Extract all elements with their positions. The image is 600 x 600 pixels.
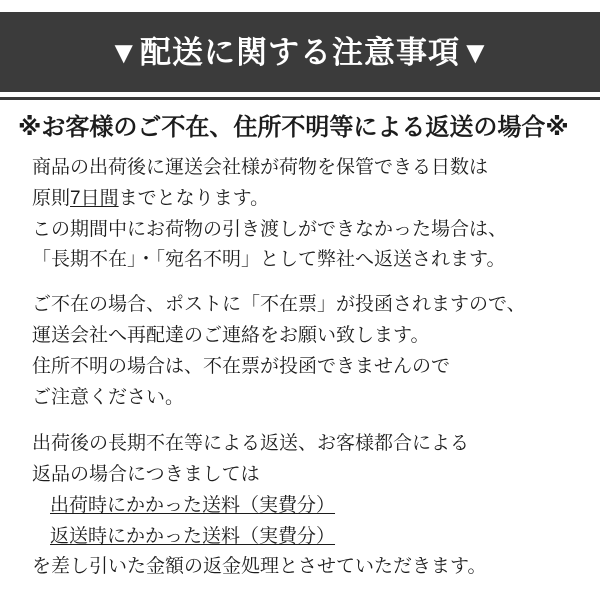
text-line: 住所不明の場合は、不在票が投函できませんので	[32, 355, 451, 377]
underlined-days: 7日間	[70, 187, 119, 209]
section-heading: ※お客様のご不在、住所不明等による返送の場合※	[18, 114, 569, 141]
notice-body	[0, 108, 600, 583]
text-line: 出荷後の長期不在等による返送、お客様都合による	[32, 433, 470, 455]
text-line-with-underline	[32, 184, 584, 215]
text-segment: までとなります。	[118, 187, 270, 209]
text-line: 商品の出荷後に運送会社様が荷物を保管できる日数は	[32, 157, 489, 179]
header-banner	[0, 12, 600, 92]
paragraph-storage	[32, 153, 584, 276]
paragraph-absence-notice	[32, 290, 584, 413]
text-line: を差し引いた金額の返金処理とさせていただきます。	[32, 556, 487, 578]
paragraph-refund	[32, 429, 584, 583]
text-line: この期間中にお荷物の引き渡しができなかった場合は、	[32, 218, 508, 240]
header-divider	[0, 97, 600, 100]
text-line: 運送会社へ再配達のご連絡をお願い致します。	[32, 325, 430, 347]
spacer	[16, 413, 584, 429]
text-line-shipping-fee-outbound: 出荷時にかかった送料（実費分）	[50, 494, 336, 516]
spacer	[16, 276, 584, 290]
text-line: 返品の場合につきましては	[32, 464, 260, 486]
text-line: 「長期不在」・「宛名不明」として弊社へ返送されます。	[32, 249, 506, 271]
page-title: ▼配送に関する注意事項▼	[108, 34, 492, 70]
text-line: ご不在の場合、ポストに「不在票」が投函されますので、	[32, 294, 526, 316]
text-line-shipping-fee-return: 返送時にかかった送料（実費分）	[50, 525, 336, 547]
text-line: ご注意ください。	[32, 386, 185, 408]
text-segment: 原則	[32, 187, 71, 209]
